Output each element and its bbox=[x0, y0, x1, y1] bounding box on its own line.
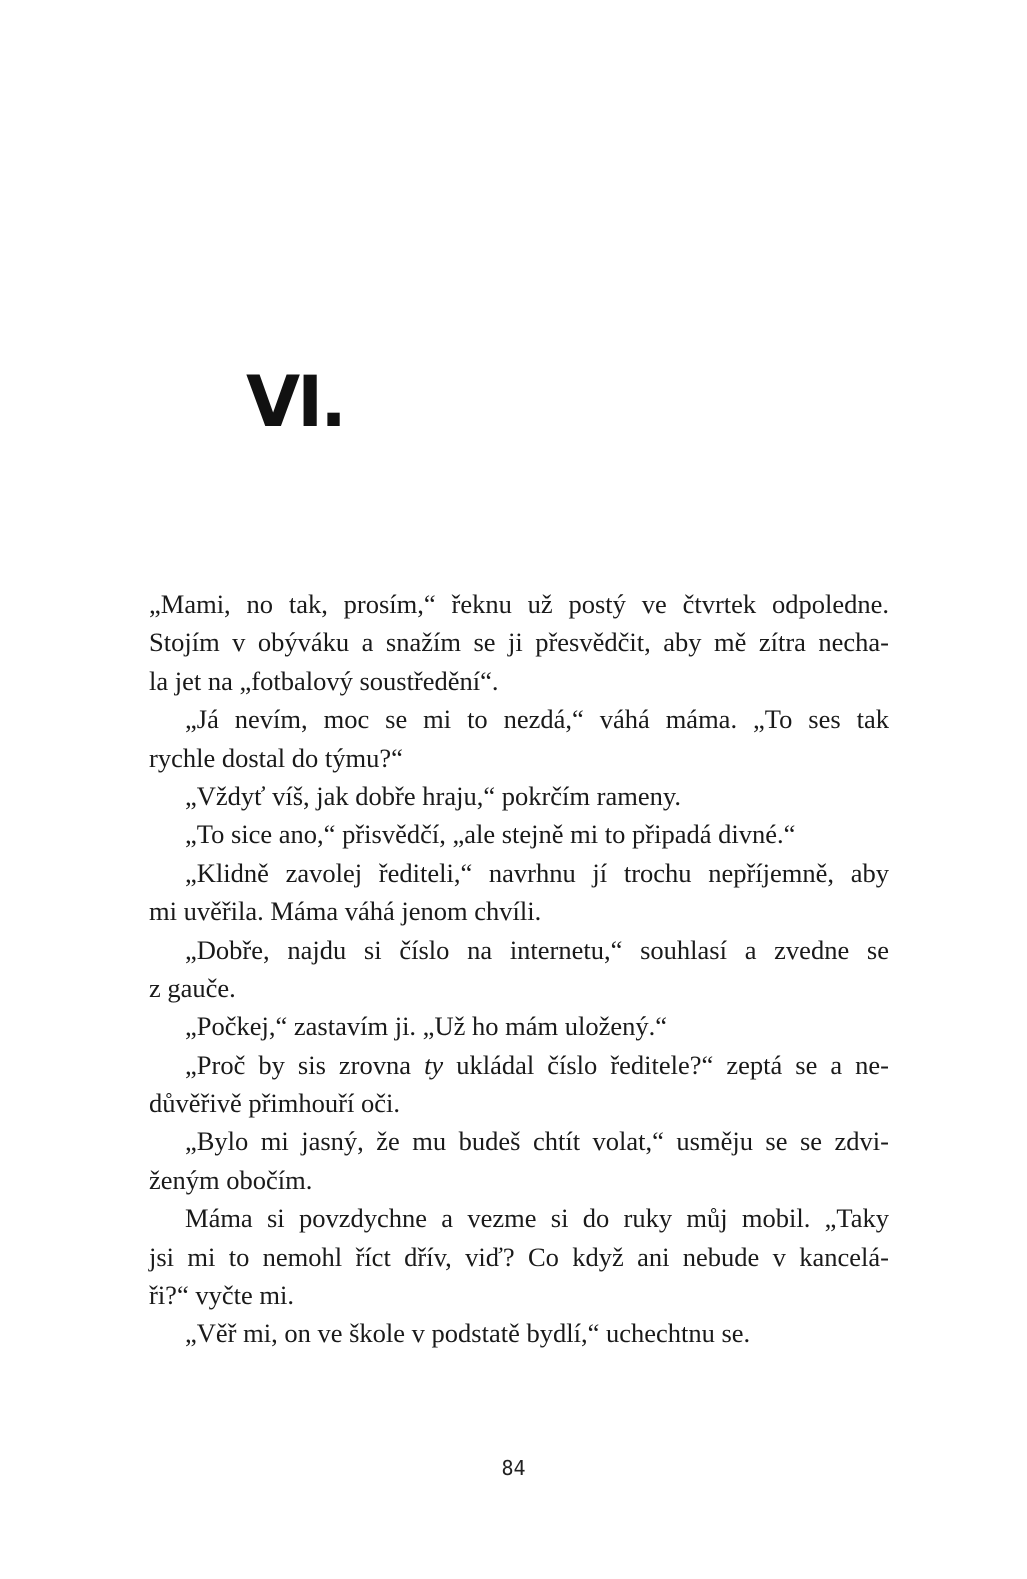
text-line: Máma si povzdychne a vezme si do ruky můj mobil. „Taky bbox=[185, 1203, 889, 1234]
text-line: mi uvěřila. Máma váhá jenom chvíli. bbox=[149, 896, 542, 927]
text-line: „Bylo mi jasný, že mu budeš chtít volat,“ usměju se se zdvi- bbox=[185, 1126, 889, 1157]
text-line: „Vždyť víš, jak dobře hraju,“ pokrčím rameny. bbox=[185, 780, 682, 811]
chapter-heading: VI. bbox=[246, 361, 344, 443]
text-line: z gauče. bbox=[149, 972, 236, 1003]
text-line bbox=[149, 1046, 889, 1084]
text-segment: „Proč by sis zrovna bbox=[185, 1049, 425, 1080]
text-line: „Počkej,“ zastavím ji. „Už ho mám uložený.“ bbox=[185, 1011, 667, 1042]
text-line: „Klidně zavolej řediteli,“ navrhnu jí trochu nepříjemně, aby bbox=[185, 857, 889, 888]
text-line: Stojím v obýváku a snažím se ji přesvědčit, aby mě zítra necha- bbox=[149, 627, 889, 658]
text-line: „To sice ano,“ přisvědčí, „ale stejně mi to připadá divné.“ bbox=[185, 819, 796, 850]
text-line: „Věř mi, on ve škole v podstatě bydlí,“ uchechtnu se. bbox=[185, 1318, 751, 1349]
text-line: ři?“ vyčte mi. bbox=[149, 1280, 294, 1311]
text-line: „Dobře, najdu si číslo na internetu,“ souhlasí a zvedne se bbox=[185, 934, 889, 965]
text-line: ženým obočím. bbox=[149, 1164, 313, 1195]
text-line: důvěřivě přimhouří oči. bbox=[149, 1088, 400, 1119]
text-line: rychle dostal do týmu?“ bbox=[149, 742, 403, 773]
text-line: „Mami, no tak, prosím,“ řeknu už postý ve čtvrtek odpoledne. bbox=[149, 589, 889, 619]
text-line: „Já nevím, moc se mi to nezdá,“ váhá máma. „To ses tak bbox=[185, 704, 889, 735]
text-line: la jet na „fotbalový soustředění“. bbox=[149, 665, 499, 696]
text-segment: ukládal číslo ředitele?“ zeptá se a ne- bbox=[443, 1049, 889, 1080]
emphasized-word: ty bbox=[424, 1049, 444, 1080]
text-line: jsi mi to nemohl říct dřív, viď? Co když ani nebude v kancelá- bbox=[149, 1241, 889, 1272]
page-number: 84 bbox=[501, 1456, 526, 1480]
body-text bbox=[149, 585, 889, 1353]
